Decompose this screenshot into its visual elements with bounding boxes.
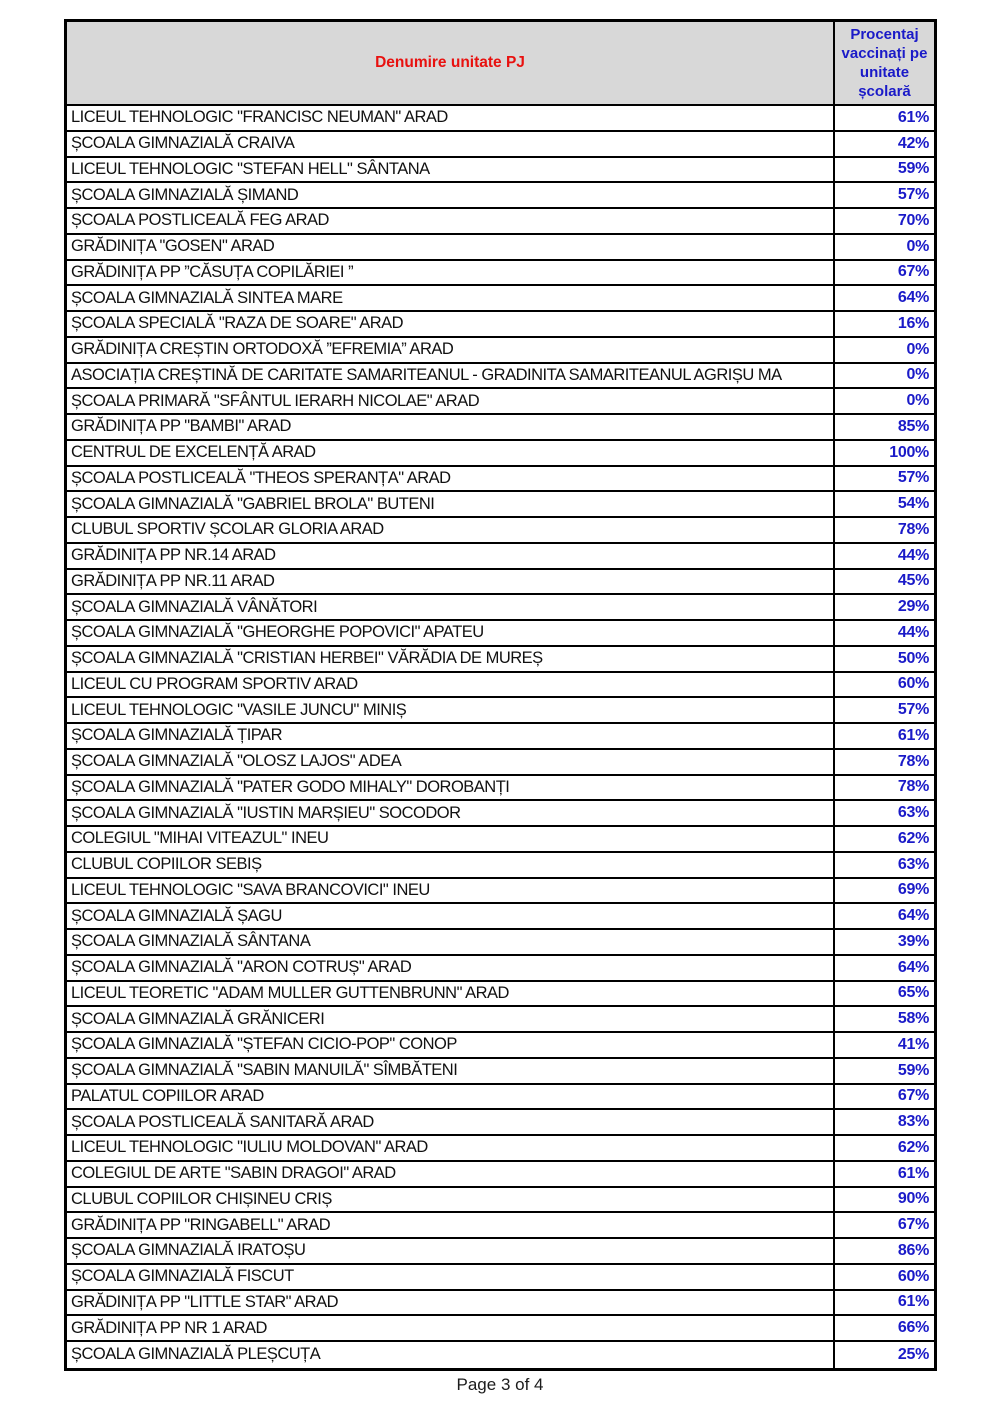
school-name: COLEGIUL "MIHAI VITEAZUL" INEU [71,829,329,848]
vaccination-percentage: 16% [833,312,934,336]
table-row [67,106,934,132]
school-name: CLUBUL COPIILOR CHIȘINEU CRIȘ [71,1189,332,1208]
school-name: GRĂDINIȚA PP NR 1 ARAD [71,1318,267,1337]
vaccination-percentage: 44% [833,621,934,645]
vaccination-percentage: 78% [833,776,934,800]
school-name: ȘCOALA GIMNAZIALĂ "GABRIEL BROLA" BUTENI [71,494,435,513]
school-name: ȘCOALA GIMNAZIALĂ "PATER GODO MIHALY" DOROBANȚI [71,777,510,796]
vaccination-percentage: 0% [833,338,934,362]
table-row [67,1007,934,1033]
school-name: ȘCOALA GIMNAZIALĂ "ȘTEFAN CICIO-POP" CONOP [71,1035,457,1054]
table-header-row [67,22,934,106]
table-row [67,776,934,802]
vaccination-percentage: 78% [833,518,934,542]
table-row [67,544,934,570]
vaccination-table [64,19,937,1371]
vaccination-percentage: 0% [833,364,934,388]
vaccination-percentage: 57% [833,183,934,207]
school-name: LICEUL TEHNOLOGIC "STEFAN HELL" SÂNTANA [71,159,430,178]
column-header-unit-name: Denumire unitate PJ [375,54,525,71]
table-row [67,286,934,312]
page-number: Page 3 of 4 [456,1375,544,1394]
table-row [67,853,934,879]
vaccination-percentage: 86% [833,1239,934,1263]
vaccination-percentage: 66% [833,1316,934,1340]
table-row [67,904,934,930]
vaccination-percentage: 67% [833,261,934,285]
table-body [67,106,934,1368]
vaccination-percentage: 67% [833,1213,934,1237]
table-row [67,570,934,596]
vaccination-percentage: 61% [833,106,934,130]
vaccination-percentage: 85% [833,415,934,439]
school-name: LICEUL TEHNOLOGIC "IULIU MOLDOVAN" ARAD [71,1138,428,1157]
table-row [67,364,934,390]
school-name: ȘCOALA GIMNAZIALĂ ȘAGU [71,906,282,925]
vaccination-percentage: 100% [833,441,934,465]
table-row [67,750,934,776]
table-row [67,1265,934,1291]
school-name: LICEUL TEHNOLOGIC "SAVA BRANCOVICI" INEU [71,880,430,899]
school-name: ȘCOALA GIMNAZIALĂ PLEȘCUȚA [71,1345,321,1364]
table-row [67,595,934,621]
table-row [67,1239,934,1265]
school-name: ȘCOALA GIMNAZIALĂ "CRISTIAN HERBEI" VĂRĂDIA DE MUREȘ [71,649,543,668]
vaccination-percentage: 64% [833,956,934,980]
vaccination-percentage: 78% [833,750,934,774]
school-name: ȘCOALA GIMNAZIALĂ "OLOSZ LAJOS" ADEA [71,752,402,771]
school-name: GRĂDINIȚA PP ”CĂSUȚA COPILĂRIEI ” [71,262,354,281]
table-row [67,1059,934,1085]
table-row [67,956,934,982]
table-row [67,930,934,956]
school-name: CLUBUL SPORTIV ȘCOLAR GLORIA ARAD [71,520,384,539]
table-row [67,698,934,724]
table-row [67,1291,934,1317]
school-name: ȘCOALA POSTLICEALĂ "THEOS SPERANȚA" ARAD [71,468,451,487]
school-name: CENTRUL DE EXCELENȚĂ ARAD [71,443,316,462]
school-name: ȘCOALA GIMNAZIALĂ SÂNTANA [71,932,311,951]
school-name: ȘCOALA GIMNAZIALĂ IRATOȘU [71,1241,306,1260]
column-header-vaccination-percentage: Procentaj vaccinați pe unitate școlară [833,22,934,104]
vaccination-percentage: 70% [833,209,934,233]
table-row [67,801,934,827]
vaccination-percentage: 57% [833,467,934,491]
table-row [67,1136,934,1162]
vaccination-percentage: 62% [833,1136,934,1160]
table-row [67,1162,934,1188]
table-row [67,1033,934,1059]
table-row [67,724,934,750]
table-row [67,415,934,441]
table-row [67,1188,934,1214]
school-name: ȘCOALA GIMNAZIALĂ ȘIMAND [71,185,299,204]
school-name: ȘCOALA POSTLICEALĂ SANITARĂ ARAD [71,1112,374,1131]
table-row [67,621,934,647]
vaccination-percentage: 45% [833,570,934,594]
school-name: ȘCOALA GIMNAZIALĂ VÂNĂTORI [71,597,318,616]
school-name: PALATUL COPIILOR ARAD [71,1086,264,1105]
vaccination-percentage: 29% [833,595,934,619]
table-row [67,1213,934,1239]
school-name: ȘCOALA GIMNAZIALĂ FISCUT [71,1267,294,1286]
school-name: ȘCOALA GIMNAZIALĂ ȚIPAR [71,726,283,745]
school-name: ȘCOALA GIMNAZIALĂ "ARON COTRUȘ" ARAD [71,958,412,977]
table-row [67,1085,934,1111]
school-name: COLEGIUL DE ARTE "SABIN DRAGOI" ARAD [71,1164,396,1183]
school-name: ȘCOALA PRIMARĂ "SFÂNTUL IERARH NICOLAE" ARAD [71,391,480,410]
vaccination-percentage: 61% [833,724,934,748]
table-row [67,1316,934,1342]
school-name: GRĂDINIȚA PP "RINGABELL" ARAD [71,1215,331,1234]
vaccination-percentage: 69% [833,879,934,903]
vaccination-percentage: 57% [833,698,934,722]
school-name: ȘCOALA POSTLICEALĂ FEG ARAD [71,211,329,230]
table-row [67,982,934,1008]
table-row [67,467,934,493]
school-name: ȘCOALA GIMNAZIALĂ GRĂNICERI [71,1009,325,1028]
school-name: GRĂDINIȚA PP NR.11 ARAD [71,571,275,590]
vaccination-percentage: 42% [833,132,934,156]
vaccination-percentage: 44% [833,544,934,568]
vaccination-percentage: 54% [833,492,934,516]
table-row [67,132,934,158]
vaccination-percentage: 62% [833,827,934,851]
table-row [67,338,934,364]
school-name: GRĂDINIȚA "GOSEN" ARAD [71,237,275,256]
vaccination-percentage: 63% [833,801,934,825]
vaccination-percentage: 59% [833,1059,934,1083]
school-name: ȘCOALA SPECIALĂ "RAZA DE SOARE" ARAD [71,314,404,333]
vaccination-percentage: 90% [833,1188,934,1212]
school-name: GRĂDINIȚA PP NR.14 ARAD [71,546,276,565]
school-name: ȘCOALA GIMNAZIALĂ "SABIN MANUILĂ" SÎMBĂTENI [71,1061,458,1080]
vaccination-percentage: 41% [833,1033,934,1057]
vaccination-percentage: 39% [833,930,934,954]
table-row [67,1342,934,1368]
table-row [67,209,934,235]
school-name: ȘCOALA GIMNAZIALĂ "GHEORGHE POPOVICI" APATEU [71,623,484,642]
school-name: ASOCIAȚIA CREȘTINĂ DE CARITATE SAMARITEANUL - GRADINITA SAMARITEANUL AGRIȘU MA [71,365,782,384]
school-name: GRĂDINIȚA CREȘTIN ORTODOXĂ ”EFREMIA” ARAD [71,340,454,359]
table-row [67,518,934,544]
vaccination-percentage: 65% [833,982,934,1006]
table-row [67,1110,934,1136]
school-name: ȘCOALA GIMNAZIALĂ SINTEA MARE [71,288,343,307]
table-row [67,183,934,209]
vaccination-percentage: 64% [833,904,934,928]
school-name: LICEUL TEORETIC "ADAM MULLER GUTTENBRUNN" ARAD [71,983,509,1002]
vaccination-percentage: 60% [833,673,934,697]
school-name: LICEUL CU PROGRAM SPORTIV ARAD [71,674,358,693]
table-row [67,827,934,853]
school-name: GRĂDINIȚA PP "LITTLE STAR" ARAD [71,1292,339,1311]
table-row [67,879,934,905]
school-name: ȘCOALA GIMNAZIALĂ "IUSTIN MARȘIEU" SOCODOR [71,803,461,822]
table-row [67,158,934,184]
vaccination-percentage: 83% [833,1110,934,1134]
table-row [67,261,934,287]
vaccination-percentage: 64% [833,286,934,310]
table-row [67,235,934,261]
table-row [67,673,934,699]
school-name: LICEUL TEHNOLOGIC "VASILE JUNCU" MINIȘ [71,700,407,719]
vaccination-percentage: 58% [833,1007,934,1031]
vaccination-percentage: 0% [833,389,934,413]
table-row [67,492,934,518]
vaccination-percentage: 59% [833,158,934,182]
vaccination-percentage: 61% [833,1162,934,1186]
school-name: GRĂDINIȚA PP "BAMBI" ARAD [71,417,291,436]
table-row [67,312,934,338]
school-name: ȘCOALA GIMNAZIALĂ CRAIVA [71,134,295,153]
vaccination-percentage: 50% [833,647,934,671]
vaccination-percentage: 61% [833,1291,934,1315]
school-name: LICEUL TEHNOLOGIC "FRANCISC NEUMAN" ARAD [71,108,448,127]
vaccination-percentage: 0% [833,235,934,259]
school-name: CLUBUL COPIILOR SEBIȘ [71,855,262,874]
table-row [67,441,934,467]
vaccination-percentage: 67% [833,1085,934,1109]
vaccination-percentage: 63% [833,853,934,877]
table-row [67,389,934,415]
vaccination-percentage: 25% [833,1342,934,1368]
vaccination-percentage: 60% [833,1265,934,1289]
table-row [67,647,934,673]
